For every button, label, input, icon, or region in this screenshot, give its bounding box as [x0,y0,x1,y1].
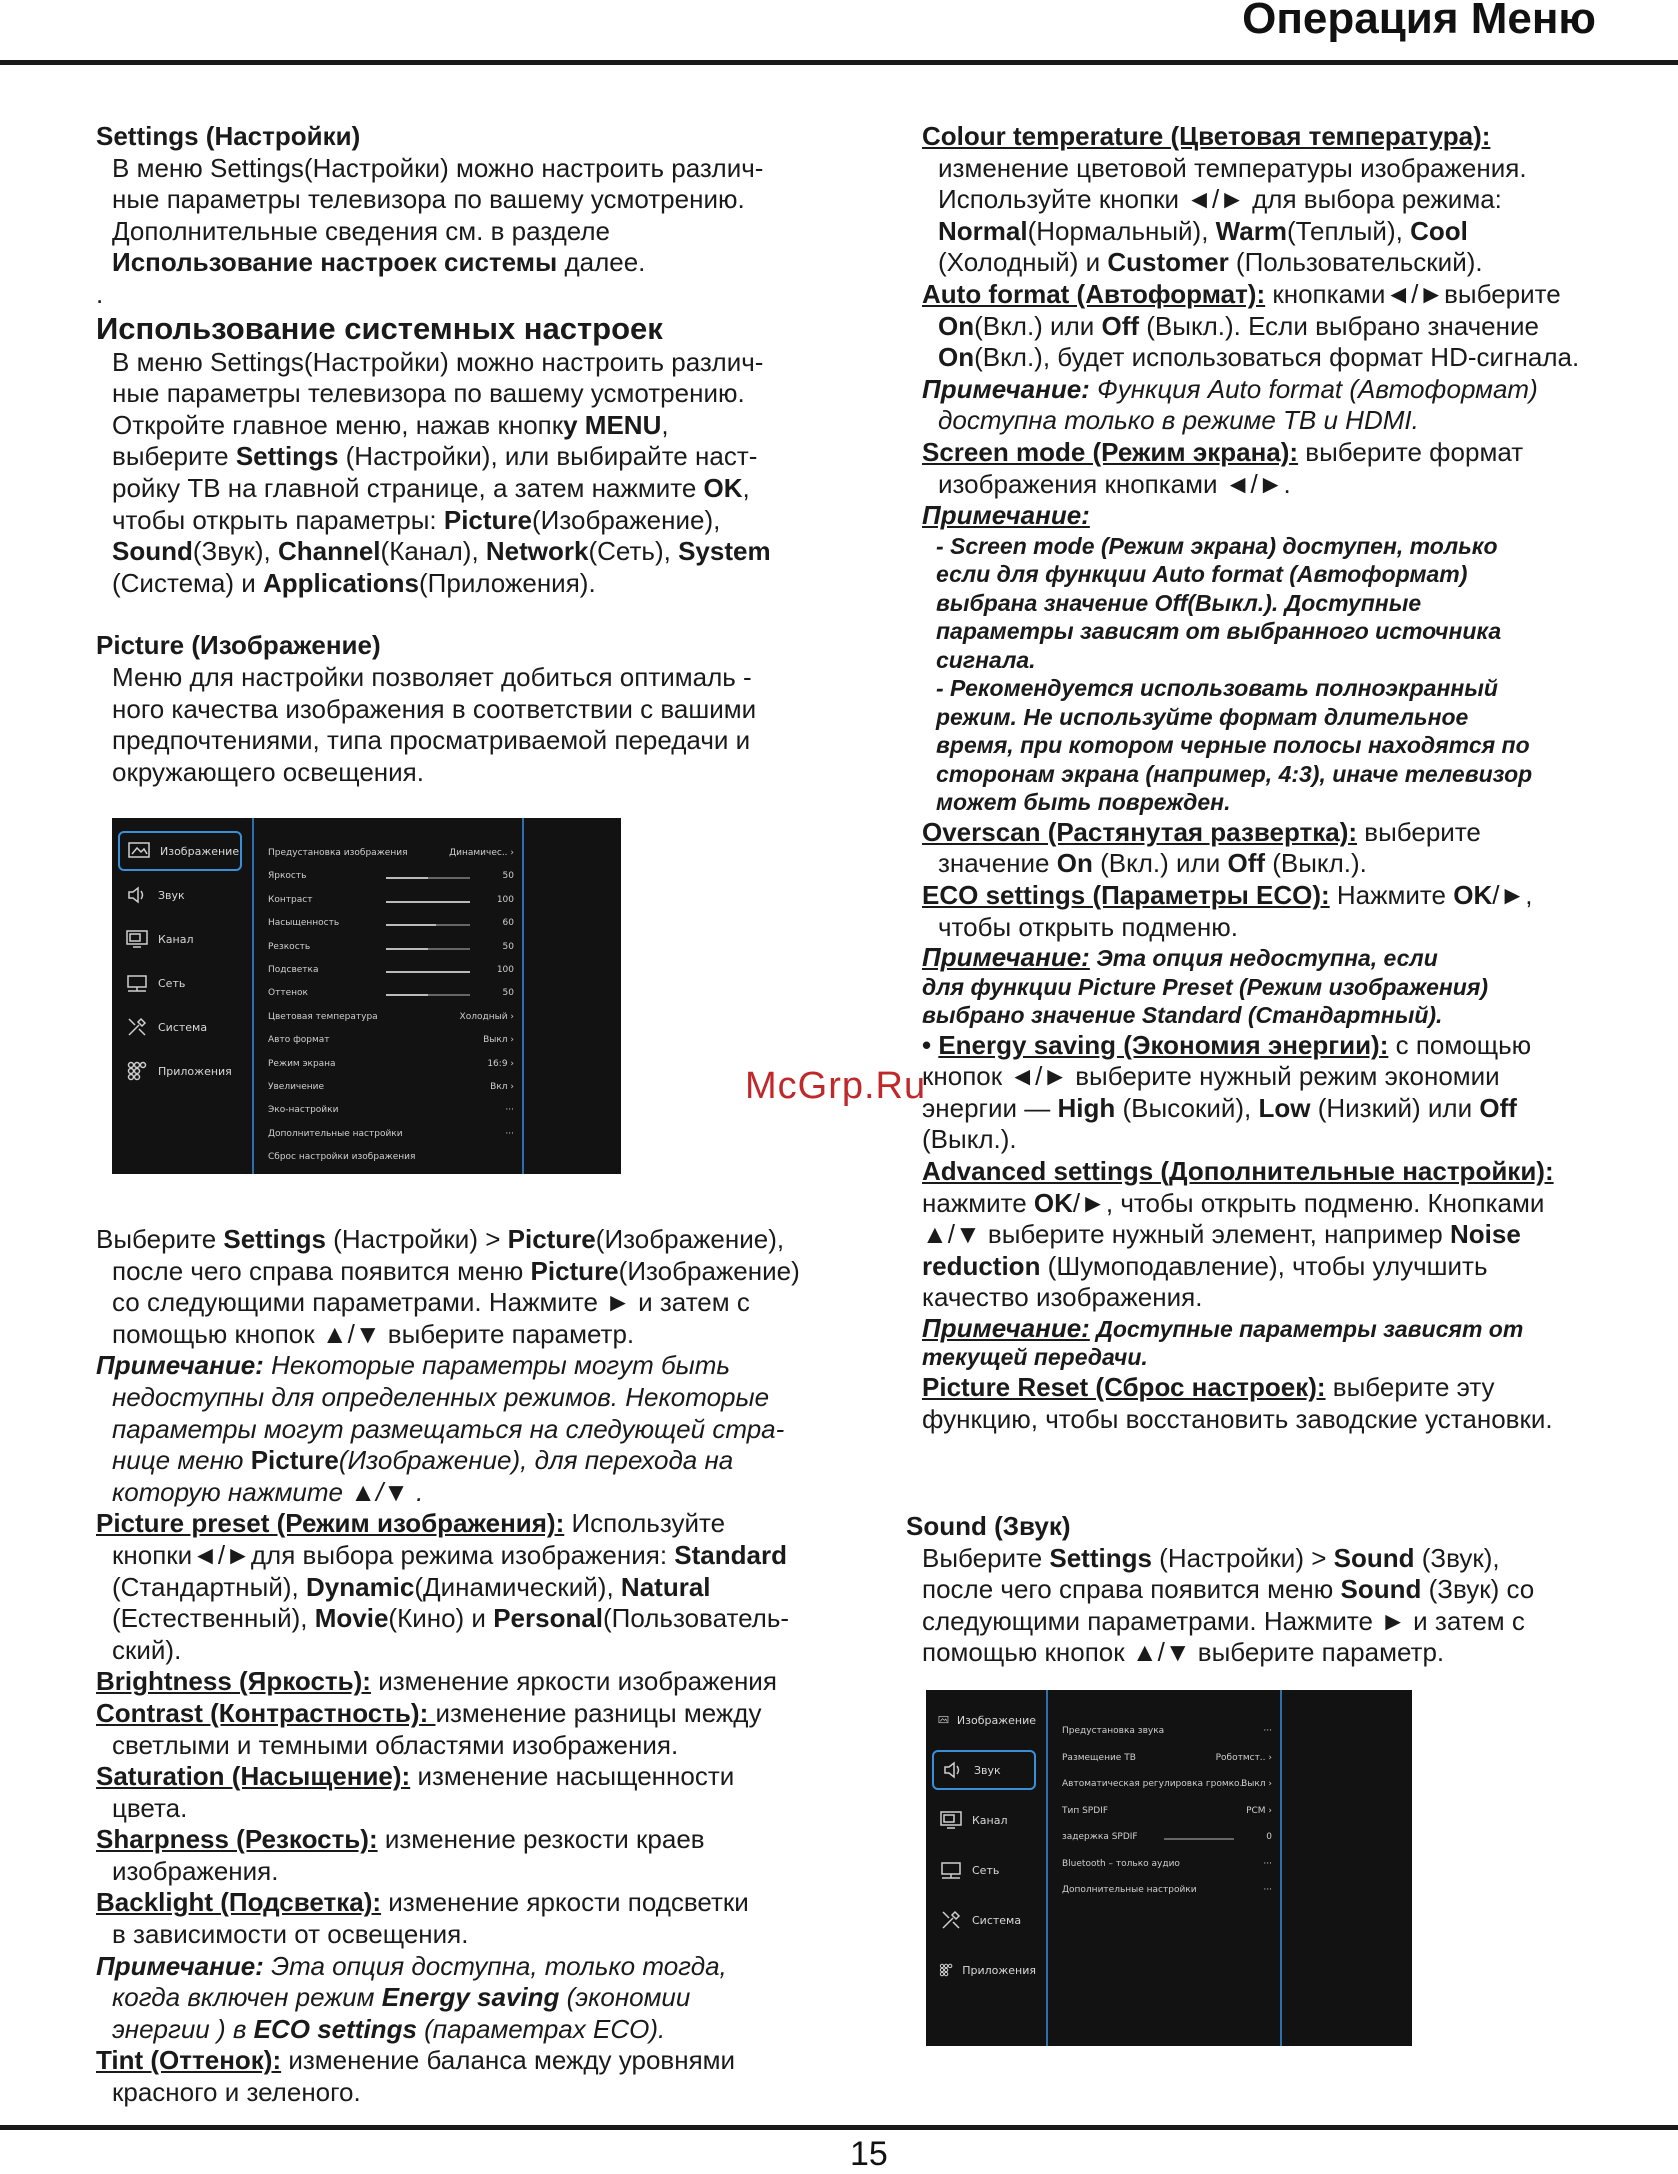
menu-sidebar-item[interactable] [932,1850,1036,1890]
menu-row-label: Размещение ТВ [1062,1752,1136,1763]
text-line: Backlight (Подсветка): изменение яркости подсветки [96,1887,749,1918]
menu-sidebar-item[interactable] [118,875,242,915]
text-line: выберите Settings (Настройки), или выбирайте наст- [112,441,758,472]
sound-menu-screenshot [926,1690,1412,2046]
text-line: В меню Settings(Настройки) можно настроить различ- [112,152,764,183]
text-line: Выберите Settings (Настройки) > Sound (Звук), [922,1542,1500,1573]
text-line: чтобы открыть параметры: Picture(Изображение), [112,504,721,535]
picture-heading: Picture (Изображение) [96,630,381,661]
text-line: энергии — High (Высокий), Low (Низкий) или Off [922,1092,1517,1123]
menu-row[interactable] [268,918,514,932]
menu-sidebar-item[interactable] [118,919,242,959]
system-icon [938,1908,964,1932]
note: Примечание: Некоторые параметры могут быть [96,1350,731,1381]
menu-row-label: Резкость [268,941,311,952]
menu-row-value: Вкл › [490,1082,514,1092]
header-rule [0,60,1678,65]
text-line: (Стандартный), Dynamic(Динамический), Natural [112,1571,711,1602]
text-line: В меню Settings(Настройки) можно настроить различ- [112,346,764,377]
menu-sidebar-label: Канал [158,932,194,946]
text-line: Меню для настройки позволяет добиться оптималь - [112,661,752,692]
text-line: качество изображения. [922,1282,1203,1313]
text-line: Auto format (Автоформат): кнопками◄/►выберите [922,278,1561,309]
menu-row-value: 100 [496,965,514,975]
screen-mode-note: - Screen mode (Режим экрана) доступен, только если для функции Auto format (Автоформат) выбрана значение Off(Выкл.). Доступные параметры зависят от выбранного источника сигнала. - Рекомендуется использовать полноэкранный режим. Не используйте формат длительное время, при котором черные полосы находятся по сторонам экрана (например, 4:3), иначе телевизор может быть поврежден. [936,532,1533,816]
text-line: окружающего освещения. [112,756,424,787]
channel-icon [938,1808,964,1832]
speaker-icon [940,1758,966,1782]
text-line: недоступны для определенных режимов. Некоторые [112,1381,770,1412]
menu-divider [1280,1690,1282,2046]
page-title: Операция Меню [1242,0,1596,43]
text-line: нице меню Picture(Изображение), для перехода на [112,1445,734,1476]
menu-row[interactable] [268,1152,514,1166]
channel-icon [124,927,150,951]
menu-row-label: Цветовая температура [268,1011,378,1022]
text-line: . [96,278,104,309]
menu-sidebar-item[interactable] [118,963,242,1003]
menu-row-label: Подсветка [268,965,319,975]
text-line: Выберите Settings (Настройки) > Picture(Изображение), [96,1224,785,1254]
picture-menu-screenshot [112,818,621,1174]
menu-row-label: Оттенок [268,988,308,999]
menu-row-value: ··· [1263,1885,1272,1895]
text-line: (Естественный), Movie(Кино) и Personal(Пользователь- [112,1603,790,1634]
settings-heading: Settings (Настройки) [96,121,361,151]
menu-row-label: Предустановка изображения [268,848,408,858]
text-line: следующими параметрами. Нажмите ► и затем с [922,1605,1525,1636]
menu-sidebar-item[interactable] [118,1007,242,1047]
text-line: Дополнительные сведения см. в разделе [112,215,610,246]
menu-row[interactable] [268,848,514,862]
menu-row[interactable] [1062,1859,1272,1873]
menu-row[interactable] [1062,1726,1272,1740]
text-line: после чего справа появится меню Sound (Звук) со [922,1574,1535,1605]
text-line: ного качества изображения в соответствии с вашими [112,693,757,724]
menu-row-value: 16:9 › [487,1058,514,1069]
text-line: изменение цветовой температуры изображения. [938,152,1527,183]
advanced-note: Примечание: Доступные параметры зависят от текущей передачи. [922,1312,1524,1371]
menu-row-value: Выкл › [1241,1779,1272,1789]
menu-sidebar-label: Сеть [158,976,186,990]
text-line: Colour temperature (Цветовая температура): [922,121,1491,151]
menu-slider[interactable] [386,948,470,950]
menu-row-label: Предустановка звука [1062,1726,1165,1736]
menu-sidebar-item[interactable] [118,1051,242,1091]
menu-sidebar-label: Приложения [962,1963,1036,1977]
menu-row-label: Сброс настройки изображения [268,1152,416,1163]
menu-row-label: Контраст [268,894,313,905]
text-line: после чего справа появится меню Picture(Изображение) [112,1255,800,1286]
menu-row-label: Яркость [268,871,307,882]
menu-divider [522,818,524,1174]
menu-row-value: 60 [502,918,514,929]
menu-sidebar-label: Система [158,1020,208,1034]
menu-row[interactable] [1062,1885,1272,1899]
menu-sidebar-item[interactable] [932,1900,1036,1940]
menu-row-label: Режим экрана [268,1058,336,1069]
text-line: Overscan (Растянутая развертка): выберите [922,816,1481,847]
menu-divider [252,818,254,1174]
menu-slider[interactable] [386,901,470,903]
menu-row-label: Насыщенность [268,918,340,929]
sound-section [906,1511,1646,1669]
menu-row-label: Тип SPDIF [1062,1805,1108,1816]
picture-icon [126,839,152,863]
text-line: предпочтениями, типа просматриваемой передачи и [112,725,751,756]
right-column [922,121,1642,1435]
menu-row-label: Дополнительные настройки [268,1128,403,1139]
left-column [96,121,866,788]
text-line: изображения. [112,1855,279,1886]
menu-row[interactable] [268,1105,514,1119]
text-line: (Система) и Applications(Приложения). [112,567,596,598]
text-line: ский). [112,1634,182,1665]
text-line: (Выкл.). [922,1124,1017,1155]
menu-row[interactable] [268,1082,514,1096]
note: Примечание: Функция Auto format (Автоформат) [922,373,1538,404]
text-line: когда включен режим Energy saving (экономии [112,1982,691,2013]
text-line: нажмите OK/►, чтобы открыть подменю. Кнопками [922,1187,1545,1218]
menu-row-value: ··· [1263,1726,1272,1736]
text-line: которую нажмите ▲/▼ . [112,1476,424,1507]
menu-row-value: ··· [505,1128,514,1139]
menu-row-value: Роботмст.. › [1215,1752,1272,1763]
watermark: McGrp.Ru [745,1065,927,1107]
menu-sidebar-item[interactable] [118,831,242,871]
text-line: ные параметры телевизора по вашему усмотрению. [112,184,745,215]
menu-row-label: Эко-настройки [268,1105,339,1116]
menu-slider[interactable] [386,877,470,879]
text-line: Откройте главное меню, нажав кнопку MENU, [112,409,669,440]
text-line: Screen mode (Режим экрана): выберите формат [922,436,1524,467]
menu-slider[interactable] [386,924,470,926]
menu-sidebar-label: Звук [974,1763,1001,1777]
menu-sidebar-label: Система [972,1913,1022,1927]
menu-row-label: Bluetooth – только аудио [1062,1858,1180,1869]
text-line: Использование настроек системы далее. [112,247,646,278]
text-line: (Холодный) и Customer (Пользовательский). [938,247,1483,278]
text-line: Brightness (Яркость): изменение яркости изображения [96,1666,777,1697]
menu-row-value: Динамичес.. › [449,848,514,858]
footer-rule [0,2125,1678,2130]
menu-row[interactable] [268,895,514,909]
text-line: Contrast (Контрастность): изменение разницы между [96,1697,762,1728]
text-line: со следующими параметрами. Нажмите ► и затем с [112,1287,750,1318]
eco-note: Примечание: Эта опция недоступна, если для функции Picture Preset (Режим изображения) выбрано значение Standard (Стандартный). [922,942,1489,1029]
menu-row[interactable] [268,871,514,885]
text-line: светлыми и темными областями изображения. [112,1729,679,1760]
menu-sidebar-item[interactable] [932,1750,1036,1790]
text-line: кнопки◄/►для выбора режима изображения: Standard [112,1539,787,1570]
menu-slider[interactable] [386,994,470,996]
speaker-icon [124,883,150,907]
page-number: 15 [850,2135,888,2173]
text-line: Используйте кнопки ◄/► для выбора режима: [938,184,1502,215]
network-icon [124,971,150,995]
note: Примечание: [922,500,1090,531]
text-line: функцию, чтобы восстановить заводские установки. [922,1403,1553,1434]
menu-sidebar-label: Сеть [972,1863,1000,1877]
text-line: изображения кнопками ◄/►. [938,468,1291,499]
menu-row[interactable] [1062,1753,1272,1767]
menu-row[interactable] [268,1129,514,1143]
text-line: Picture Reset (Сброс настроек): выберите эту [922,1371,1495,1402]
text-line: Normal(Нормальный), Warm(Теплый), Cool [938,215,1468,246]
text-line: Sharpness (Резкость): изменение резкости краев [96,1824,705,1855]
text-line: цвета. [112,1792,188,1823]
text-line: помощью кнопок ▲/▼ выберите параметр. [112,1318,635,1349]
system-icon [124,1015,150,1039]
menu-sidebar-item[interactable] [932,1800,1036,1840]
menu-row[interactable] [1062,1832,1272,1846]
menu-row[interactable] [1062,1779,1272,1793]
menu-slider[interactable] [1164,1838,1234,1840]
menu-sidebar-label: Изображение [160,844,240,858]
menu-row-value: ··· [1263,1858,1272,1869]
menu-row[interactable] [268,965,514,979]
note: Примечание: Эта опция доступна, только тогда, [96,1950,727,1981]
menu-slider[interactable] [386,971,470,973]
text-line: параметры могут размещаться на следующей стра- [112,1413,785,1444]
menu-row-label: задержка SPDIF [1062,1832,1138,1842]
menu-row[interactable] [268,942,514,956]
text-line: Advanced settings (Дополнительные настройки): [922,1155,1554,1186]
menu-sidebar-label: Звук [158,888,185,902]
apps-icon [938,1958,954,1982]
text-line: ные параметры телевизора по вашему усмотрению. [112,378,745,409]
text-line: On(Вкл.) или Off (Выкл.). Если выбрано значение [938,310,1539,341]
menu-row-value: PCM › [1246,1805,1272,1816]
menu-sidebar-label: Изображение [956,1713,1036,1727]
menu-row-label: Авто формат [268,1035,330,1046]
menu-row-label: Увеличение [268,1082,325,1092]
text-line: доступна только в режиме ТВ и HDMI. [938,405,1419,436]
system-settings-heading: Использование системных настроек [96,310,663,346]
text-line: reduction (Шумоподавление), чтобы улучшить [922,1250,1488,1281]
menu-row[interactable] [268,1012,514,1026]
text-line: помощью кнопок ▲/▼ выберите параметр. [922,1637,1445,1668]
menu-sidebar-label: Приложения [158,1064,232,1078]
menu-sidebar-item[interactable] [932,1950,1036,1990]
menu-row-label: Автоматическая регулировка громко.. [1062,1779,1246,1789]
text-line: в зависимости от освещения. [112,1919,469,1950]
menu-row-value: 50 [502,988,514,999]
left-column-lower [96,1224,876,2109]
menu-row-value: 50 [502,871,514,882]
menu-row[interactable] [268,1035,514,1049]
text-line: энергии ) в ECO settings (параметрах ECO). [112,2013,666,2044]
menu-row-value: 100 [496,894,514,905]
text-line: ▲/▼ выберите нужный элемент, например Noise [922,1219,1521,1250]
text-line: ройку ТВ на главной странице, а затем нажмите OK, [112,472,750,503]
text-line: Saturation (Насыщение): изменение насыщенности [96,1761,735,1792]
menu-row-value: 50 [502,941,514,952]
text-line: Sound(Звук), Channel(Канал), Network(Сеть), System [112,536,771,567]
sound-heading: Sound (Звук) [906,1511,1071,1541]
menu-row[interactable] [268,1059,514,1073]
picture-icon [938,1708,949,1732]
text-line: Tint (Оттенок): изменение баланса между уровнями [96,2045,736,2076]
text-line: ECO settings (Параметры ECO): Нажмите OK/►, [922,879,1533,910]
text-line: красного и зеленого. [112,2077,361,2108]
menu-row-value: ··· [505,1105,514,1116]
text-line: кнопок ◄/► выберите нужный режим экономии [922,1061,1500,1092]
text-line: On(Вкл.), будет использоваться формат HD-сигнала. [938,342,1580,373]
menu-row-value: Холодный › [459,1011,514,1022]
text-line: чтобы открыть подменю. [938,911,1238,942]
menu-divider [1046,1690,1048,2046]
menu-row[interactable] [1062,1806,1272,1820]
menu-row-value: 0 [1266,1832,1272,1842]
text-line: Picture preset (Режим изображения): Используйте [96,1508,726,1539]
menu-row-label: Дополнительные настройки [1062,1885,1197,1895]
menu-sidebar-label: Канал [972,1813,1008,1827]
network-icon [938,1858,964,1882]
menu-row[interactable] [268,988,514,1002]
menu-sidebar-item[interactable] [932,1700,1036,1740]
text-line: значение On (Вкл.) или Off (Выкл.). [938,848,1367,879]
apps-icon [124,1059,150,1083]
text-line: • Energy saving (Экономия энергии): с помощью [922,1029,1532,1060]
menu-row-value: Выкл › [483,1035,514,1046]
